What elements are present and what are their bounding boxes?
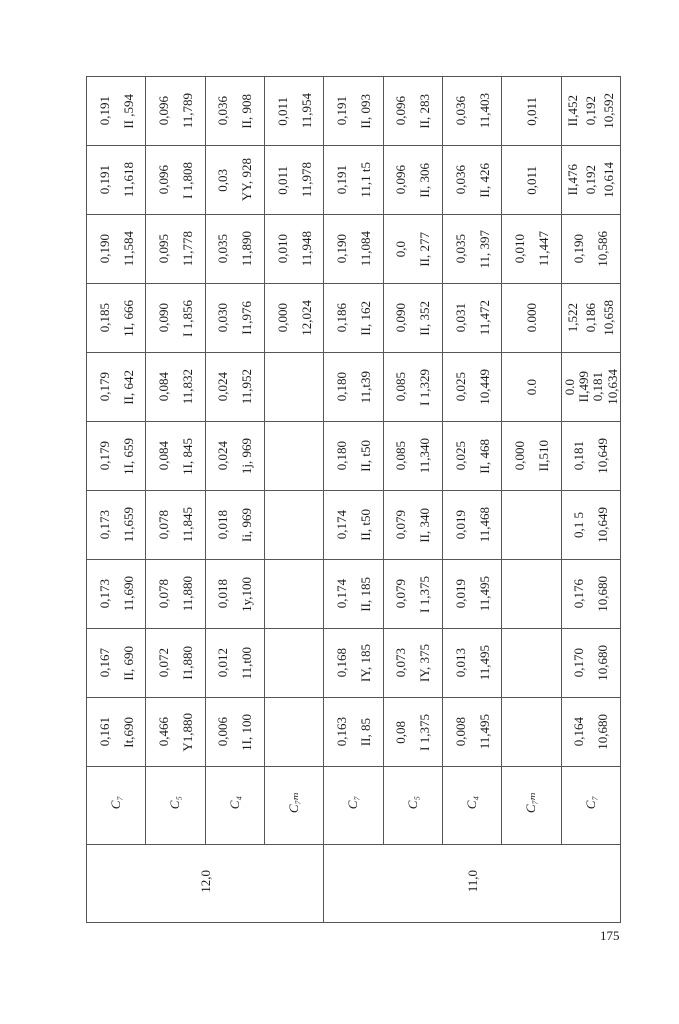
table-cell: [205, 215, 264, 284]
cell-value: II,452: [565, 95, 581, 127]
table-cell: [87, 698, 146, 767]
cell-value: 0,008: [452, 717, 468, 747]
cell-value: 0,186: [334, 303, 350, 333]
table-row: [87, 215, 621, 284]
cell-value: 11,495: [476, 645, 492, 681]
cell-value: 0,180: [334, 372, 350, 402]
cell-value: 0,006: [215, 717, 231, 747]
cell-value: 0,163: [334, 717, 350, 747]
label-row: [87, 767, 621, 845]
cell-value: II, 340: [417, 507, 433, 543]
table-cell: [324, 215, 383, 284]
cell-value: 11,340: [417, 438, 433, 474]
cell-value: 11,952: [239, 369, 255, 405]
cell-value: 0,181: [590, 372, 606, 402]
table-cell: [442, 698, 501, 767]
cell-value: 10,592: [601, 93, 617, 129]
cell-value: 0,078: [156, 579, 172, 609]
table-row: [87, 146, 621, 215]
cell-value: 11,t00: [239, 646, 255, 680]
row-label: C₅: [167, 796, 183, 810]
table-row: [87, 491, 621, 560]
table-cell: [264, 491, 323, 560]
table-cell: [146, 560, 205, 629]
cell-value: 0,03: [215, 168, 231, 192]
cell-value: 11,890: [239, 231, 255, 267]
cell-value: 11,789: [179, 93, 195, 129]
table-cell: [146, 353, 205, 422]
cell-value: 0,036: [452, 96, 468, 126]
cell-value: 0,180: [334, 441, 350, 471]
table-cell: [264, 560, 323, 629]
table-cell: [324, 77, 383, 146]
cell-value: 11, 397: [476, 229, 492, 269]
cell-value: 0,013: [452, 648, 468, 678]
table-row: [87, 422, 621, 491]
cell-value: 0,030: [215, 303, 231, 333]
table-cell: [324, 284, 383, 353]
table-cell: [324, 491, 383, 560]
table-row: [87, 560, 621, 629]
cell-value: 0,035: [215, 234, 231, 264]
table-cell: [87, 491, 146, 560]
cell-value: 0,096: [393, 165, 409, 195]
cell-value: 11,832: [179, 369, 195, 405]
table-row: [87, 77, 621, 146]
cell-value: 0,073: [393, 648, 409, 678]
cell-value: I 1,329: [417, 368, 433, 406]
cell-value: 1,522: [565, 303, 581, 333]
table-cell: [87, 629, 146, 698]
row-label-cell: [87, 767, 146, 845]
cell-value: II, 690: [120, 645, 136, 681]
cell-value: 11,t39: [357, 370, 373, 404]
cell-value: IY, 185: [357, 643, 373, 683]
table-cell: [442, 422, 501, 491]
data-table: [86, 76, 621, 923]
group-value: 11,0: [464, 869, 480, 893]
table-cell: [383, 560, 442, 629]
table-cell: [383, 215, 442, 284]
table-cell: [324, 353, 383, 422]
cell-value: 11,1 t5: [357, 162, 373, 198]
row-label-cell: [146, 767, 205, 845]
cell-value: 11,468: [476, 507, 492, 543]
cell-value: 10,680: [595, 645, 611, 681]
table-row: [87, 698, 621, 767]
table-cell: [146, 491, 205, 560]
cell-value: Y1,880: [179, 712, 195, 752]
table-row: [87, 629, 621, 698]
cell-value: 11,690: [120, 576, 136, 612]
table-cell: [87, 422, 146, 491]
table-cell: [87, 284, 146, 353]
cell-value: 0,186: [583, 303, 599, 333]
table-cell: [442, 560, 501, 629]
row-label: C₇ₘ: [286, 792, 302, 814]
table-cell: [205, 353, 264, 422]
cell-value: 0.000: [523, 303, 539, 333]
cell-value: 10,614: [601, 162, 617, 198]
table-cell: [205, 491, 264, 560]
cell-value: 11,403: [476, 93, 492, 129]
table-cell: [442, 77, 501, 146]
table-cell: [264, 698, 323, 767]
table-cell: [264, 353, 323, 422]
cell-value: 0,1 5: [571, 512, 587, 538]
row-label-cell: [205, 767, 264, 845]
table-cell: [561, 698, 620, 767]
table-cell: [502, 422, 561, 491]
cell-value: Ii, 969: [239, 508, 255, 542]
cell-value: 0,000: [274, 303, 290, 333]
cell-value: 0,036: [452, 165, 468, 195]
cell-value: II, 185: [357, 576, 373, 612]
table-cell: [502, 284, 561, 353]
table-cell: [146, 215, 205, 284]
table-cell: [264, 629, 323, 698]
cell-value: 0,011: [523, 165, 539, 195]
table-cell: [561, 560, 620, 629]
cell-value: II,476: [565, 164, 581, 196]
cell-value: 0,174: [334, 579, 350, 609]
cell-value: 0,019: [452, 579, 468, 609]
cell-value: 11,495: [476, 576, 492, 612]
cell-value: II, 093: [357, 93, 373, 129]
table-row: [87, 353, 621, 422]
cell-value: 0,010: [274, 234, 290, 264]
cell-value: 0,011: [523, 96, 539, 126]
cell-value: I1,976: [239, 301, 255, 335]
cell-value: 0,466: [156, 717, 172, 747]
group-row: [87, 845, 621, 923]
table-cell: [205, 698, 264, 767]
table-cell: [383, 422, 442, 491]
row-label: C₇: [345, 796, 361, 810]
cell-value: 11,954: [298, 93, 314, 129]
cell-value: 0,079: [393, 510, 409, 540]
cell-value: 11,978: [298, 162, 314, 198]
cell-value: 0,010: [512, 234, 528, 264]
table-cell: [561, 77, 620, 146]
cell-value: II, 283: [417, 93, 433, 129]
row-label-cell: [383, 767, 442, 845]
cell-value: 0,179: [96, 441, 112, 471]
cell-value: 0,011: [274, 96, 290, 126]
row-label: C₅: [404, 796, 420, 810]
cell-value: 0,191: [96, 165, 112, 195]
cell-value: 0,031: [452, 303, 468, 333]
cell-value: 0,190: [96, 234, 112, 264]
cell-value: 0,181: [571, 441, 587, 471]
cell-value: I 1,375: [417, 575, 433, 613]
cell-value: 0,167: [96, 648, 112, 678]
cell-value: II, 642: [120, 369, 136, 405]
row-label: C₇: [108, 796, 124, 810]
table-cell: [442, 353, 501, 422]
cell-value: 0,173: [96, 510, 112, 540]
cell-value: 10,586: [595, 231, 611, 267]
table-cell: [561, 629, 620, 698]
cell-value: 11,084: [357, 231, 373, 267]
cell-value: 0,024: [215, 441, 231, 471]
table-cell: [502, 77, 561, 146]
cell-value: 0,035: [452, 234, 468, 264]
table-cell: [205, 146, 264, 215]
table-cell: [561, 284, 620, 353]
group-value: 12,0: [197, 869, 213, 893]
cell-value: 11,584: [120, 231, 136, 267]
table-cell: [383, 698, 442, 767]
cell-value: 0,085: [393, 372, 409, 402]
cell-value: 10,680: [595, 576, 611, 612]
cell-value: 11,447: [535, 231, 551, 267]
cell-value: 0,018: [215, 510, 231, 540]
table-cell: [87, 215, 146, 284]
table-cell: [146, 629, 205, 698]
cell-value: 10,634: [604, 369, 620, 405]
cell-value: 0,185: [96, 303, 112, 333]
cell-value: 0,096: [156, 96, 172, 126]
table-cell: [502, 491, 561, 560]
table-cell: [264, 146, 323, 215]
cell-value: 10,680: [595, 714, 611, 750]
cell-value: 0,012: [215, 648, 231, 678]
cell-value: 0,019: [452, 510, 468, 540]
cell-value: It,690: [120, 716, 136, 748]
cell-value: 0,084: [156, 441, 172, 471]
table-cell: [561, 215, 620, 284]
cell-value: II, 306: [417, 162, 433, 198]
cell-value: 0,085: [393, 441, 409, 471]
row-label-cell: [442, 767, 501, 845]
cell-value: 0,011: [274, 165, 290, 195]
table-cell: [442, 284, 501, 353]
cell-value: 12,024: [298, 300, 314, 336]
cell-value: IY, 375: [417, 643, 433, 683]
table-cell: [146, 77, 205, 146]
table-cell: [205, 629, 264, 698]
table-cell: [264, 422, 323, 491]
table-cell: [442, 491, 501, 560]
cell-value: 1I, 659: [120, 437, 136, 475]
group-cell: [324, 845, 621, 923]
cell-value: 11,948: [298, 231, 314, 267]
table-row: [87, 284, 621, 353]
cell-value: 0,176: [571, 579, 587, 609]
row-label: C₄: [226, 796, 242, 810]
cell-value: 11,778: [179, 231, 195, 267]
cell-value: 11,880: [179, 576, 195, 612]
cell-value: I 1,808: [179, 161, 195, 199]
group-cell: [87, 845, 324, 923]
row-label-cell: [502, 767, 561, 845]
table-cell: [383, 77, 442, 146]
table-cell: [146, 422, 205, 491]
cell-value: 10,649: [595, 438, 611, 474]
table-cell: [324, 560, 383, 629]
row-label: C₇ₘ: [523, 792, 539, 814]
table-cell: [561, 491, 620, 560]
page-number: 175: [600, 928, 620, 943]
cell-value: 1I, 100: [239, 713, 255, 751]
cell-value: 0,191: [96, 96, 112, 126]
table-cell: [502, 560, 561, 629]
table-cell: [87, 146, 146, 215]
table-cell: [383, 284, 442, 353]
cell-value: 0,192: [583, 96, 599, 126]
row-label: C₄: [464, 796, 480, 810]
cell-value: 0,192: [583, 165, 599, 195]
cell-value: 0,072: [156, 648, 172, 678]
table-cell: [146, 284, 205, 353]
table-cell: [383, 146, 442, 215]
cell-value: 0,079: [393, 579, 409, 609]
cell-value: 0,090: [393, 303, 409, 333]
cell-value: 11,845: [179, 507, 195, 543]
table-cell: [383, 629, 442, 698]
cell-value: 10,449: [476, 369, 492, 405]
table-cell: [502, 698, 561, 767]
cell-value: 0,000: [512, 441, 528, 471]
row-label-cell: [561, 767, 620, 845]
table-cell: [205, 284, 264, 353]
table-cell: [561, 353, 620, 422]
cell-value: 1y,100: [239, 576, 255, 612]
table-cell: [324, 629, 383, 698]
table-cell: [561, 422, 620, 491]
cell-value: 10,658: [601, 300, 617, 336]
cell-value: 0,190: [571, 234, 587, 264]
cell-value: 0,164: [571, 717, 587, 747]
table-cell: [561, 146, 620, 215]
table-cell: [324, 146, 383, 215]
cell-value: 0,078: [156, 510, 172, 540]
cell-value: 11,659: [120, 507, 136, 543]
cell-value: II, t50: [357, 440, 373, 472]
cell-value: II,510: [535, 440, 551, 472]
cell-value: 0,168: [334, 648, 350, 678]
table-cell: [502, 146, 561, 215]
cell-value: 0,190: [334, 234, 350, 264]
cell-value: 0,024: [215, 372, 231, 402]
cell-value: 0,036: [215, 96, 231, 126]
cell-value: 0,191: [334, 165, 350, 195]
cell-value: 0.0: [523, 378, 539, 396]
cell-value: 0,096: [393, 96, 409, 126]
cell-value: II, 468: [476, 438, 492, 474]
cell-value: II ,594: [120, 93, 136, 129]
cell-value: II, 908: [239, 93, 255, 129]
table-cell: [205, 422, 264, 491]
cell-value: 0,084: [156, 372, 172, 402]
row-label-cell: [264, 767, 323, 845]
cell-value: 0,161: [96, 717, 112, 747]
table-cell: [264, 77, 323, 146]
cell-value: I1,880: [179, 646, 195, 680]
data-table-wrap: [86, 76, 621, 922]
table-cell: [442, 215, 501, 284]
cell-value: YY, 928: [239, 158, 255, 202]
table-cell: [502, 215, 561, 284]
cell-value: I 1,856: [179, 299, 195, 337]
cell-value: 0,018: [215, 579, 231, 609]
cell-value: 0,090: [156, 303, 172, 333]
table-cell: [264, 215, 323, 284]
cell-value: II, 352: [417, 300, 433, 336]
cell-value: 10,649: [595, 507, 611, 543]
cell-value: 0,191: [334, 96, 350, 126]
cell-value: 1I, 845: [179, 437, 195, 475]
cell-value: 0,095: [156, 234, 172, 264]
table-cell: [87, 353, 146, 422]
table-cell: [383, 491, 442, 560]
cell-value: 0,08: [393, 720, 409, 744]
cell-value: II, t50: [357, 509, 373, 541]
table-cell: [502, 353, 561, 422]
table-cell: [87, 560, 146, 629]
cell-value: 0,025: [452, 372, 468, 402]
table-cell: [264, 284, 323, 353]
cell-value: II, 277: [417, 231, 433, 267]
table-cell: [146, 146, 205, 215]
table-cell: [442, 629, 501, 698]
row-label: C₇: [582, 796, 598, 810]
cell-value: I 1,375: [417, 713, 433, 751]
cell-value: 0,173: [96, 579, 112, 609]
cell-value: 0,179: [96, 372, 112, 402]
cell-value: 11,495: [476, 714, 492, 750]
cell-value: II,499: [576, 371, 592, 403]
cell-value: 11,618: [120, 162, 136, 198]
cell-value: 0,096: [156, 165, 172, 195]
table-cell: [205, 77, 264, 146]
cell-value: 0,0: [393, 240, 409, 258]
table-cell: [383, 353, 442, 422]
table-cell: [146, 698, 205, 767]
cell-value: II, 162: [357, 300, 373, 336]
cell-value: 0,170: [571, 648, 587, 678]
cell-value: 1j, 969: [239, 437, 255, 475]
table-cell: [502, 629, 561, 698]
table-cell: [324, 422, 383, 491]
table-cell: [324, 698, 383, 767]
cell-value: 1I, 666: [120, 299, 136, 337]
cell-value: II, 85: [357, 717, 373, 747]
table-cell: [205, 560, 264, 629]
cell-value: 0,174: [334, 510, 350, 540]
table-cell: [442, 146, 501, 215]
table-cell: [87, 77, 146, 146]
row-label-cell: [324, 767, 383, 845]
cell-value: 0.0: [561, 378, 577, 396]
cell-value: 11,472: [476, 300, 492, 336]
cell-value: II, 426: [476, 162, 492, 198]
cell-value: 0,025: [452, 441, 468, 471]
